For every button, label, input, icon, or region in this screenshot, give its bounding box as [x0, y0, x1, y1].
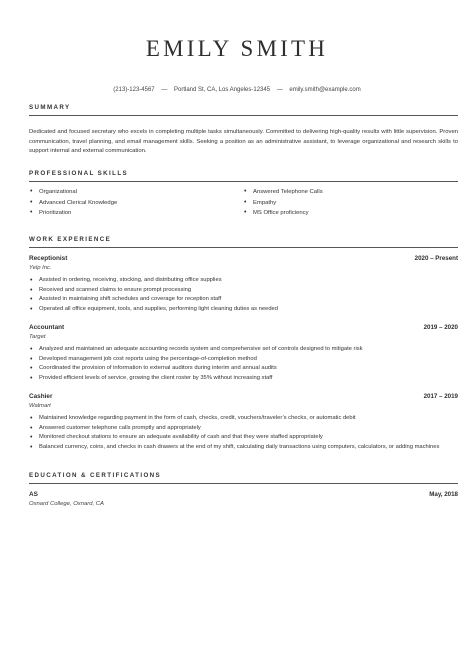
job-title: Accountant [29, 324, 65, 331]
job-company: Target [29, 334, 46, 340]
job-bullets [29, 345, 458, 383]
section-title-experience: WORK EXPERIENCE [29, 236, 112, 243]
section-divider [29, 181, 458, 182]
job-company: Yelp Inc. [29, 265, 52, 271]
job-bullets [29, 414, 458, 452]
education-entry [29, 491, 458, 508]
job-entry [29, 393, 458, 452]
section-title-skills: PROFESSIONAL SKILLS [29, 170, 129, 177]
job-entry [29, 255, 458, 314]
education-section [29, 472, 458, 484]
contact-line [0, 87, 474, 93]
job-bullets [29, 276, 458, 314]
job-bullet: • Balanced currency, coins, and checks in cash drawers at the end of my shift, calculating daily transactions using computers, calculators, or adding machines [29, 443, 458, 453]
job-dates: 2020 – Present [414, 255, 458, 262]
job-bullet: • Assisted in ordering, receiving, stocking, and distributing office supplies [29, 276, 458, 286]
job-bullet: • Analyzed and maintained an adequate accounting records system and comprehensive set of controls designed to mitigate risk [29, 345, 458, 355]
skill-item: • Advanced Clerical Knowledge [29, 198, 229, 209]
section-divider [29, 483, 458, 484]
skill-item: • Answered Telephone Calls [243, 187, 443, 198]
skill-item: • Prioritization [29, 208, 229, 219]
section-title-education: EDUCATION & CERTIFICATIONS [29, 472, 162, 479]
job-bullet: • Provided efficient levels of service, growing the client roster by 35% without increasing staff [29, 374, 458, 384]
degree: AS [29, 491, 38, 498]
section-title-summary: SUMMARY [29, 104, 71, 111]
skills-section [29, 170, 458, 182]
job-company: Walmart [29, 403, 51, 409]
contact-address: Portland St, CA, Los Angeles-12345 [173, 87, 271, 93]
job-bullet: • Developed management job cost reports using the percentage-of-completion method [29, 355, 458, 365]
school: Oxnard College, Oxnard, CA [29, 501, 104, 507]
job-entry [29, 324, 458, 383]
skill-item: • Organizational [29, 187, 229, 198]
job-title: Receptionist [29, 255, 68, 262]
skills-column-right [243, 187, 443, 219]
summary-text: Dedicated and focused secretary who excels in completing multiple tasks simultaneously. Committed to delivering high-quality results with little supervision. Proven communication, travel planning, and email management skills. Seeking a position as an administrative assistant, to leverage organizational and research skills to support internal and external communication. [29, 129, 458, 154]
job-bullet: • Answered customer telephone calls promptly and appropriately [29, 424, 458, 434]
contact-separator: — [276, 87, 283, 93]
candidate-name: EMILY SMITH [145, 36, 329, 61]
skill-item: • Empathy [243, 198, 443, 209]
section-divider [29, 247, 458, 248]
job-bullet: • Assisted in maintaining shift schedules and coverage for reception staff [29, 295, 458, 305]
job-title: Cashier [29, 393, 53, 400]
job-bullet: • Monitored checkout stations to ensure an adequate availability of cash and that they were staffed appropriately [29, 433, 458, 443]
job-bullet: • Operated all office equipment, tools, and supplies, performing light cleaning duties as needed [29, 305, 458, 315]
contact-phone: (213)-123-4567 [113, 87, 155, 93]
contact-email[interactable]: emily.smith@example.com [289, 87, 361, 93]
experience-section [29, 236, 458, 248]
skill-item: • MS Office proficiency [243, 208, 443, 219]
contact-separator: — [161, 87, 168, 93]
education-date: May, 2018 [429, 491, 458, 498]
summary-section [29, 104, 458, 116]
job-bullet: • Maintained knowledge regarding payment in the form of cash, checks, credit, vouchers/traveler’s checks, or automatic debit [29, 414, 458, 424]
job-bullet: • Coordinated the provision of information to external auditors during interim and annual audits [29, 364, 458, 374]
job-dates: 2019 – 2020 [423, 324, 458, 331]
job-bullet: • Received and scanned claims to ensure prompt processing [29, 286, 458, 296]
section-divider [29, 115, 458, 116]
job-dates: 2017 – 2019 [423, 393, 458, 400]
skills-column-left [29, 187, 229, 219]
